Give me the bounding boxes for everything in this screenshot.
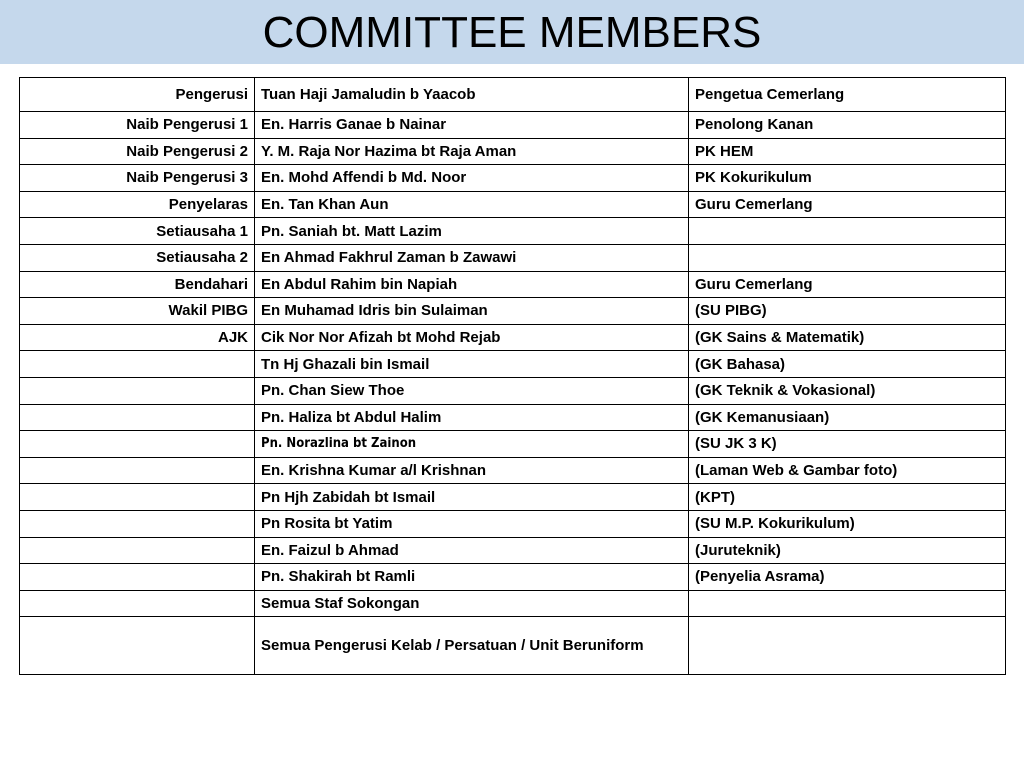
role-cell: Bendahari (20, 271, 255, 298)
position-cell: (SU M.P. Kokurikulum) (689, 510, 1006, 537)
position-cell: Pengetua Cemerlang (689, 78, 1006, 112)
name-cell: Pn. Saniah bt. Matt Lazim (255, 218, 689, 245)
table-row (20, 564, 1006, 591)
position-cell: (GK Kemanusiaan) (689, 404, 1006, 431)
table-row (20, 431, 1006, 458)
name-cell: Pn. Haliza bt Abdul Halim (255, 404, 689, 431)
position-cell: (GK Teknik & Vokasional) (689, 377, 1006, 404)
table-row (20, 191, 1006, 218)
name-cell: En. Faizul b Ahmad (255, 537, 689, 564)
role-cell: Wakil PIBG (20, 298, 255, 325)
table-row (20, 457, 1006, 484)
role-cell: Naib Pengerusi 2 (20, 138, 255, 165)
table-row (20, 617, 1006, 675)
table-row (20, 351, 1006, 378)
role-cell: Penyelaras (20, 191, 255, 218)
position-cell: (Juruteknik) (689, 537, 1006, 564)
position-cell (689, 617, 1006, 675)
role-cell: Naib Pengerusi 3 (20, 165, 255, 192)
table-row (20, 510, 1006, 537)
position-cell: (KPT) (689, 484, 1006, 511)
name-cell: Pn. Shakirah bt Ramli (255, 564, 689, 591)
position-cell: (SU PIBG) (689, 298, 1006, 325)
title-bar (0, 0, 1024, 64)
table-row (20, 165, 1006, 192)
table-row (20, 537, 1006, 564)
name-cell: En Abdul Rahim bin Napiah (255, 271, 689, 298)
role-cell (20, 377, 255, 404)
role-cell (20, 457, 255, 484)
position-cell: PK HEM (689, 138, 1006, 165)
position-cell: Guru Cemerlang (689, 271, 1006, 298)
role-cell (20, 510, 255, 537)
name-cell: En. Krishna Kumar a/l Krishnan (255, 457, 689, 484)
table-row (20, 324, 1006, 351)
role-cell: Setiausaha 1 (20, 218, 255, 245)
committee-table (19, 77, 1006, 675)
role-cell (20, 617, 255, 675)
name-cell: Pn Hjh Zabidah bt Ismail (255, 484, 689, 511)
committee-table-body (20, 78, 1006, 675)
table-row (20, 271, 1006, 298)
position-cell (689, 244, 1006, 271)
table-row (20, 78, 1006, 112)
name-cell: Semua Pengerusi Kelab / Persatuan / Unit Beruniform (255, 617, 689, 675)
role-cell (20, 404, 255, 431)
name-cell: En. Mohd Affendi b Md. Noor (255, 165, 689, 192)
table-row (20, 377, 1006, 404)
name-cell: Semua Staf Sokongan (255, 590, 689, 617)
name-cell: En. Harris Ganae b Nainar (255, 112, 689, 139)
name-cell: Y. M. Raja Nor Hazima bt Raja Aman (255, 138, 689, 165)
role-cell (20, 431, 255, 458)
name-cell: Tn Hj Ghazali bin Ismail (255, 351, 689, 378)
position-cell: (GK Sains & Matematik) (689, 324, 1006, 351)
name-cell: Pn. Norazlina bt Zainon (255, 431, 689, 458)
position-cell: PK Kokurikulum (689, 165, 1006, 192)
table-row (20, 138, 1006, 165)
name-cell: Cik Nor Nor Afizah bt Mohd Rejab (255, 324, 689, 351)
name-cell: Pn Rosita bt Yatim (255, 510, 689, 537)
position-cell: (Laman Web & Gambar foto) (689, 457, 1006, 484)
name-cell: En. Tan Khan Aun (255, 191, 689, 218)
table-row (20, 112, 1006, 139)
role-cell: Pengerusi (20, 78, 255, 112)
page-title: COMMITTEE MEMBERS (262, 8, 762, 57)
position-cell: (GK Bahasa) (689, 351, 1006, 378)
table-row (20, 298, 1006, 325)
table-row (20, 218, 1006, 245)
position-cell (689, 590, 1006, 617)
role-cell (20, 590, 255, 617)
role-cell (20, 537, 255, 564)
name-cell: En Ahmad Fakhrul Zaman b Zawawi (255, 244, 689, 271)
table-row (20, 404, 1006, 431)
role-cell: AJK (20, 324, 255, 351)
role-cell (20, 564, 255, 591)
table-row (20, 244, 1006, 271)
table-row (20, 590, 1006, 617)
role-cell: Naib Pengerusi 1 (20, 112, 255, 139)
name-cell: En Muhamad Idris bin Sulaiman (255, 298, 689, 325)
table-row (20, 484, 1006, 511)
name-cell: Pn. Chan Siew Thoe (255, 377, 689, 404)
position-cell: Guru Cemerlang (689, 191, 1006, 218)
role-cell (20, 351, 255, 378)
role-cell (20, 484, 255, 511)
role-cell: Setiausaha 2 (20, 244, 255, 271)
name-cell: Tuan Haji Jamaludin b Yaacob (255, 78, 689, 112)
position-cell: (Penyelia Asrama) (689, 564, 1006, 591)
position-cell (689, 218, 1006, 245)
position-cell: Penolong Kanan (689, 112, 1006, 139)
position-cell: (SU JK 3 K) (689, 431, 1006, 458)
